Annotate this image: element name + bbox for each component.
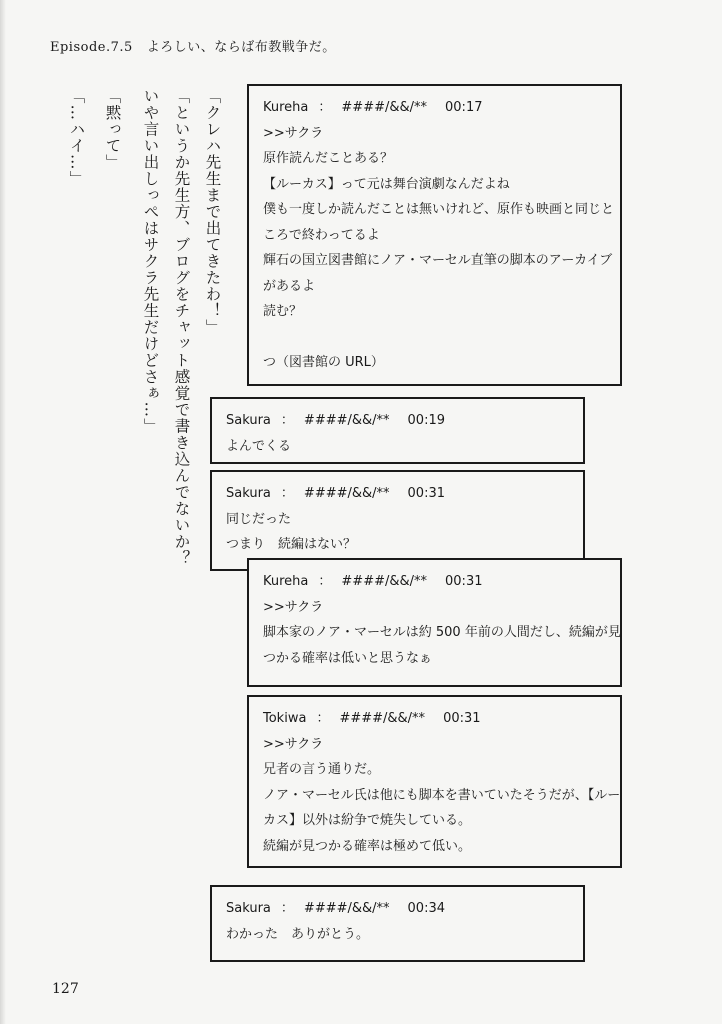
vertical-line-2: 「というか先生方、ブログをチャット感覚で書き込んでないか？ (172, 88, 191, 567)
message-line: 兄者の言う通りだ。 (263, 762, 381, 777)
message-line: >>サクラ (263, 736, 324, 752)
message-time: 00:31 (445, 574, 483, 589)
message-line: つ（図書館の URL） (263, 355, 384, 370)
message-time: 00:19 (407, 413, 445, 428)
message-header: Kureha ： ####/&&/** 00:17 (263, 95, 606, 121)
chat-message (210, 885, 585, 962)
vertical-line-3: いや言い出しっぺはサクラ先生だけどさぁ…」 (141, 88, 160, 435)
message-header: Sakura ： ####/&&/** 00:19 (226, 408, 569, 434)
message-time: 00:31 (407, 486, 445, 501)
message-line: 僕も一度しか読んだことは無いけれど、原作も映画と同じと (263, 202, 615, 217)
message-line: 続編が見つかる確率は極めて低い。 (263, 838, 472, 854)
chat-message (210, 470, 585, 571)
vertical-line-5: 「…ハイ…」 (67, 88, 86, 187)
message-header: Sakura ： ####/&&/** 00:34 (226, 896, 569, 922)
message-date: ####/&&/** (341, 574, 428, 589)
message-line: 原作読んだことある？ (263, 151, 394, 166)
chat-message (210, 397, 585, 464)
vertical-line-1: 「クレハ先生まで出てきたわ！」 (203, 88, 222, 336)
message-line: 【ルーカス】って元は舞台演劇なんだよね (263, 176, 510, 192)
episode-label: Episode.7.5 (50, 40, 133, 55)
message-author: Kureha (263, 574, 309, 589)
episode-title: よろしい、ならば布教戦争だ。 (146, 40, 336, 55)
message-line: 同じだった (226, 511, 292, 527)
message-date: ####/&&/** (303, 413, 390, 428)
message-author: Tokiwa (263, 711, 307, 726)
message-date: ####/&&/** (341, 100, 428, 115)
message-time: 00:17 (445, 100, 483, 115)
message-date: ####/&&/** (339, 711, 426, 726)
message-line: よんでくる (226, 438, 292, 454)
message-line: >>サクラ (263, 125, 324, 141)
message-time: 00:34 (407, 901, 445, 916)
message-line: ノア・マーセル氏は他にも脚本を書いていたそうだが、【ルー (263, 787, 621, 803)
message-line: があるよ (263, 278, 316, 294)
vertical-line-4: 「黙って」 (103, 88, 122, 171)
message-line: つかる確率は低いと思うなぁ (263, 650, 433, 666)
running-head (50, 36, 350, 55)
message-line: ころで終わってるよ (263, 227, 380, 243)
message-time: 00:31 (443, 711, 481, 726)
message-date: ####/&&/** (303, 486, 390, 501)
page-number: 127 (52, 981, 79, 997)
message-header: Sakura ： ####/&&/** 00:31 (226, 481, 569, 507)
message-author: Kureha (263, 100, 309, 115)
chat-message (247, 558, 622, 687)
message-line: >>サクラ (263, 599, 324, 615)
message-header: Tokiwa ： ####/&&/** 00:31 (263, 706, 606, 732)
message-author: Sakura (226, 413, 271, 428)
chat-message (247, 695, 622, 868)
page-edge (0, 0, 6, 1024)
blank-line (263, 325, 606, 351)
message-header: Kureha ： ####/&&/** 00:31 (263, 569, 606, 595)
message-author: Sakura (226, 486, 271, 501)
message-line: 読む？ (263, 304, 303, 319)
message-line: つまり 続編はない？ (226, 537, 357, 552)
message-date: ####/&&/** (303, 901, 390, 916)
message-author: Sakura (226, 901, 271, 916)
message-line: わかった ありがとう。 (226, 926, 370, 942)
message-line: 脚本家のノア・マーセルは約 500 年前の人間だし、続編が見 (263, 625, 621, 640)
message-line: カス】以外は紛争で焼失している。 (263, 813, 472, 828)
message-line: 輝石の国立図書館にノア・マーセル直筆の脚本のアーカイブ (263, 253, 613, 268)
chat-message (247, 84, 622, 386)
